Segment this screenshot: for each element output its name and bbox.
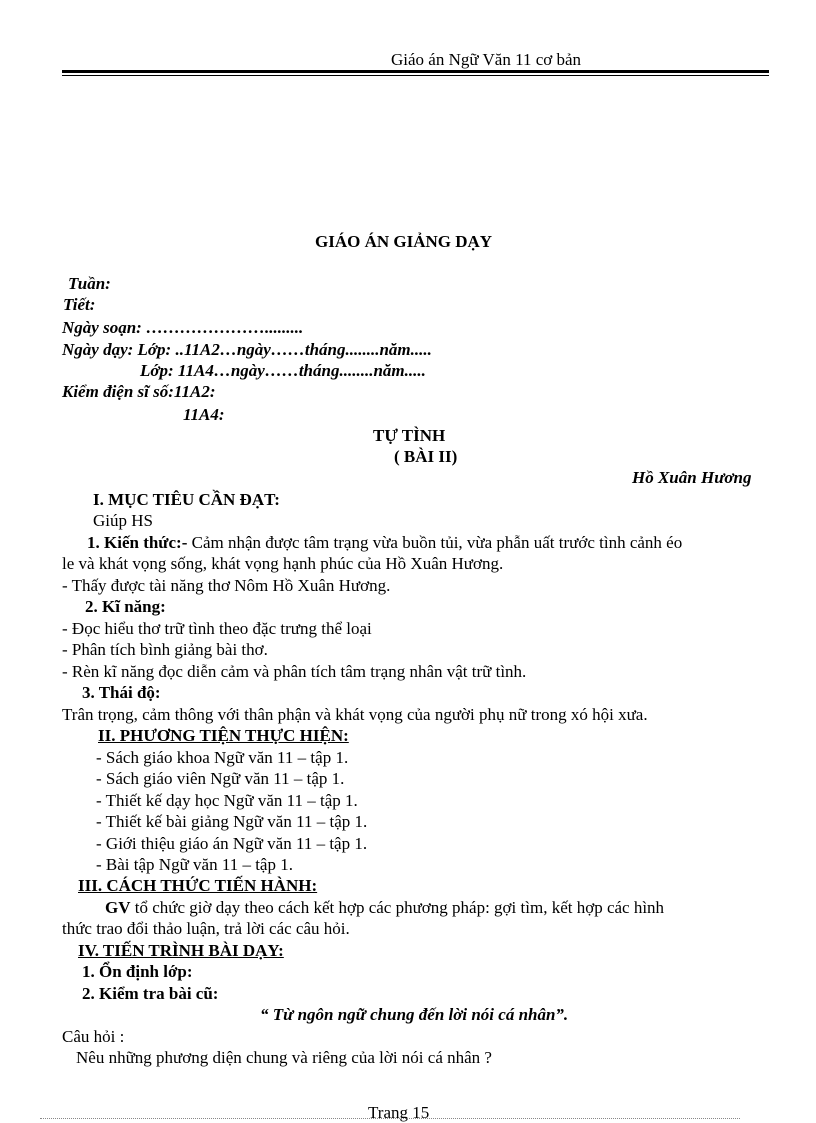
on-dinh-lop: 1. Ổn định lớp: bbox=[82, 962, 193, 981]
section-1-intro: Giúp HS bbox=[93, 511, 153, 530]
ngay-day-line-2: Lớp: 11A4…ngày……tháng........năm..... bbox=[140, 361, 426, 380]
ki-nang-item: - Rèn kĩ năng đọc diễn cảm và phân tích tâm trạng nhân vật trữ tình. bbox=[62, 662, 527, 681]
resource-item: - Sách giáo khoa Ngữ văn 11 – tập 1. bbox=[96, 748, 349, 767]
lesson-quote: “ Từ ngôn ngữ chung đến lời nói cá nhân”. bbox=[260, 1005, 569, 1024]
section-3-line-1 bbox=[105, 898, 664, 918]
poem-author: Hồ Xuân Hương bbox=[632, 468, 752, 487]
section-1-heading: I. MỤC TIÊU CẦN ĐẠT: bbox=[93, 490, 280, 509]
ngay-soan-label: Ngày soạn: …………………......... bbox=[62, 318, 304, 337]
cau-hoi-label: Câu hỏi : bbox=[62, 1027, 125, 1046]
page-header-title: Giáo án Ngữ Văn 11 cơ bản bbox=[391, 50, 582, 69]
footer-dotted-line bbox=[40, 1118, 740, 1119]
kien-thuc-text-2: le và khát vọng sống, khát vọng hạnh phúc của Hồ Xuân Hương. bbox=[62, 554, 504, 573]
section-3-text-1: tổ chức giờ dạy theo cách kết hợp các phương pháp: gợi tìm, kết hợp các hình bbox=[130, 898, 665, 917]
kien-thuc-text-3: - Thấy được tài năng thơ Nôm Hồ Xuân Hương. bbox=[62, 576, 391, 595]
poem-title: TỰ TÌNH bbox=[373, 426, 446, 445]
section-3-heading: III. CÁCH THỨC TIẾN HÀNH: bbox=[78, 876, 318, 895]
section-3-text-2: thức trao đổi thảo luận, trả lời các câu hỏi. bbox=[62, 919, 350, 938]
kien-thuc-label: 1. Kiến thức:- bbox=[87, 533, 188, 552]
kien-thuc-line-1 bbox=[87, 533, 682, 553]
thai-do-label: 3. Thái độ: bbox=[82, 683, 161, 702]
resource-item: - Thiết kế bài giảng Ngữ văn 11 – tập 1. bbox=[96, 812, 368, 831]
question-text: Nêu những phương diện chung và riêng của lời nói cá nhân ? bbox=[76, 1048, 492, 1067]
section-2-heading: II. PHƯƠNG TIỆN THỰC HIỆN: bbox=[98, 726, 349, 745]
section-4-heading: IV. TIẾN TRÌNH BÀI DẠY: bbox=[78, 941, 284, 960]
tiet-label: Tiết: bbox=[63, 295, 96, 314]
thai-do-text: Trân trọng, cảm thông với thân phận và khát vọng của người phụ nữ trong xó hội xưa. bbox=[62, 705, 648, 724]
kiem-dien-line-1: Kiểm điện sĩ số:11A2: bbox=[62, 382, 216, 401]
ki-nang-item: - Đọc hiểu thơ trữ tình theo đặc trưng thể loại bbox=[62, 619, 372, 638]
ki-nang-label: 2. Kĩ năng: bbox=[85, 597, 166, 616]
resource-item: - Sách giáo viên Ngữ văn 11 – tập 1. bbox=[96, 769, 345, 788]
page-number: Trang 15 bbox=[368, 1103, 430, 1122]
ngay-day-line-1: Ngày dạy: Lớp: ..11A2…ngày……tháng........năm..... bbox=[62, 340, 432, 359]
kiem-dien-line-2: 11A4: bbox=[183, 405, 225, 424]
header-rule-thin bbox=[62, 75, 769, 76]
kiem-tra-bai-cu: 2. Kiểm tra bài cũ: bbox=[82, 984, 219, 1003]
resource-item: - Thiết kế dạy học Ngữ văn 11 – tập 1. bbox=[96, 791, 358, 810]
kien-thuc-text-1: Cảm nhận được tâm trạng vừa buồn tủi, vừa phẫn uất trước tình cảnh éo bbox=[187, 533, 683, 552]
resource-item: - Bài tập Ngữ văn 11 – tập 1. bbox=[96, 855, 293, 874]
resource-item: - Giới thiệu giáo án Ngữ văn 11 – tập 1. bbox=[96, 834, 368, 853]
poem-subtitle: ( BÀI II) bbox=[394, 447, 458, 466]
header-rule bbox=[62, 70, 769, 73]
tuan-label: Tuần: bbox=[68, 274, 111, 293]
gv-label: GV bbox=[105, 898, 131, 917]
ki-nang-item: - Phân tích bình giảng bài thơ. bbox=[62, 640, 268, 659]
document-title: GIÁO ÁN GIẢNG DẠY bbox=[315, 232, 493, 251]
